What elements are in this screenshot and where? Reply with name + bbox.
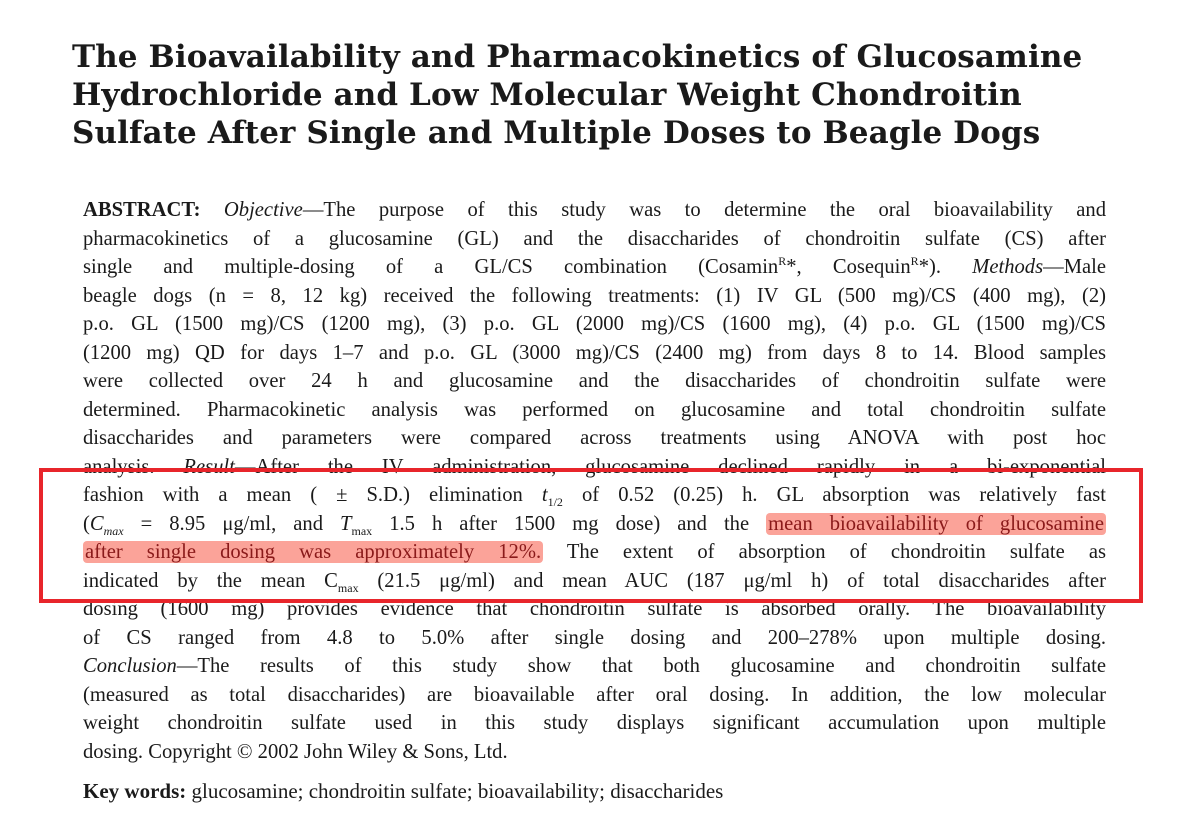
abstract-line xyxy=(83,481,1106,510)
title-line-2: Hydrochloride and Low Molecular Weight Chondroitin xyxy=(72,77,1022,113)
title-line-3: Sulfate After Single and Multiple Doses to Beagle Dogs xyxy=(72,115,1041,151)
highlighted-text: after single dosing was approximately 12%. xyxy=(85,541,542,563)
abstract-text: of 0.52 (0.25) h. GL absorption was relatively fast xyxy=(562,484,1106,506)
abstract-line: dosing (1600 mg) provides evidence that chondroitin sulfate is absorbed orally. The bioavailability xyxy=(83,598,1106,620)
abstract-text: (21.5 μg/ml) and mean AUC (187 μg/ml h) of total disaccharides after xyxy=(358,569,1106,592)
abstract-text: ( xyxy=(83,512,90,535)
cmax-subscript: max xyxy=(103,523,124,538)
abstract-line: determined. Pharmacokinetic analysis was performed on glucosamine and total chondroitin sulfate xyxy=(83,398,1106,421)
abstract-text: = 8.95 μg/ml, and xyxy=(123,512,341,535)
abstract-text: —The results of this study show that both glucosamine and chondroitin sulfate xyxy=(176,655,1106,677)
abstract-text: The extent of absorption of chondroitin sulfate as xyxy=(543,541,1106,563)
section-conclusion: Conclusion xyxy=(83,655,177,677)
abstract-text: indicated by the mean C xyxy=(83,569,338,592)
abstract-line: were collected over 24 h and glucosamine and the disaccharides of chondroitin sulfate were xyxy=(83,370,1106,392)
registered-sup: R xyxy=(910,254,919,269)
abstract-line xyxy=(83,652,1106,681)
abstract-line xyxy=(83,253,1106,282)
title-line-1: The Bioavailability and Pharmacokinetics of Glucosamine xyxy=(72,39,1083,75)
keywords-label: Key words: xyxy=(83,779,187,803)
abstract-line: beagle dogs (n = 8, 12 kg) received the following treatments: (1) IV GL (500 mg)/CS (400 mg), (2) xyxy=(83,284,1106,307)
abstract-line: weight chondroitin sulfate used in this study displays significant accumulation upon multiple xyxy=(83,712,1106,734)
abstract-text: —After the IV administration, glucosamine declined rapidly in a bi-exponential xyxy=(234,455,1106,478)
abstract-line xyxy=(83,567,1106,596)
abstract-text: analysis. xyxy=(83,455,184,478)
abstract-line: p.o. GL (1500 mg)/CS (1200 mg), (3) p.o. GL (2000 mg)/CS (1600 mg), (4) p.o. GL (1500 mg)/CS xyxy=(83,313,1106,335)
registered-sup: R xyxy=(778,254,787,269)
abstract-text: single and multiple-dosing of a GL/CS combination (Cosamin xyxy=(83,256,779,278)
abstract-line xyxy=(83,510,1106,539)
abstract-lead: ABSTRACT: xyxy=(83,199,201,221)
paper-title xyxy=(72,38,1152,152)
section-methods: Methods xyxy=(972,256,1044,278)
tmax-subscript: max xyxy=(351,523,373,538)
abstract-text: *). xyxy=(918,256,973,278)
abstract-text: *, Cosequin xyxy=(786,256,911,278)
cmax-symbol: C xyxy=(89,512,104,535)
abstract-line: pharmacokinetics of a glucosamine (GL) and the disaccharides of chondroitin sulfate (CS) after xyxy=(83,227,1106,250)
cmax-subscript: max xyxy=(337,580,359,595)
abstract-line: disaccharides and parameters were compared across treatments using ANOVA with post hoc xyxy=(83,427,1106,449)
abstract-line: of CS ranged from 4.8 to 5.0% after single dosing and 200–278% upon multiple dosing. xyxy=(83,626,1106,649)
abstract-line xyxy=(83,453,1106,482)
abstract-line: dosing. Copyright © 2002 John Wiley & Sons, Ltd. xyxy=(83,740,508,763)
highlighted-text: mean bioavailability of glucosamine xyxy=(768,512,1104,535)
abstract-line xyxy=(83,196,1106,225)
section-result: Result xyxy=(183,455,235,478)
half-life-subscript: 1/2 xyxy=(547,495,563,510)
abstract-text: —The purpose of this study was to determine the oral bioavailability and xyxy=(302,199,1106,221)
tmax-symbol: T xyxy=(340,512,352,535)
section-objective: Objective xyxy=(223,199,303,221)
abstract-text: 1.5 h after 1500 mg dose) and the xyxy=(372,512,767,535)
keywords-value: glucosamine; chondroitin sulfate; bioavailability; disaccharides xyxy=(191,779,724,803)
abstract-text: —Male xyxy=(1043,256,1107,278)
abstract-line xyxy=(83,538,1106,567)
abstract xyxy=(83,196,1106,766)
abstract-line: (1200 mg) QD for days 1–7 and p.o. GL (3000 mg)/CS (2400 mg) from days 8 to 14. Blood samples xyxy=(83,341,1106,364)
half-life-symbol: t xyxy=(541,484,548,506)
keywords xyxy=(83,777,723,805)
abstract-line: (measured as total disaccharides) are bioavailable after oral dosing. In addition, the low molecular xyxy=(83,683,1106,706)
abstract-text: fashion with a mean ( ± S.D.) elimination xyxy=(83,484,542,506)
